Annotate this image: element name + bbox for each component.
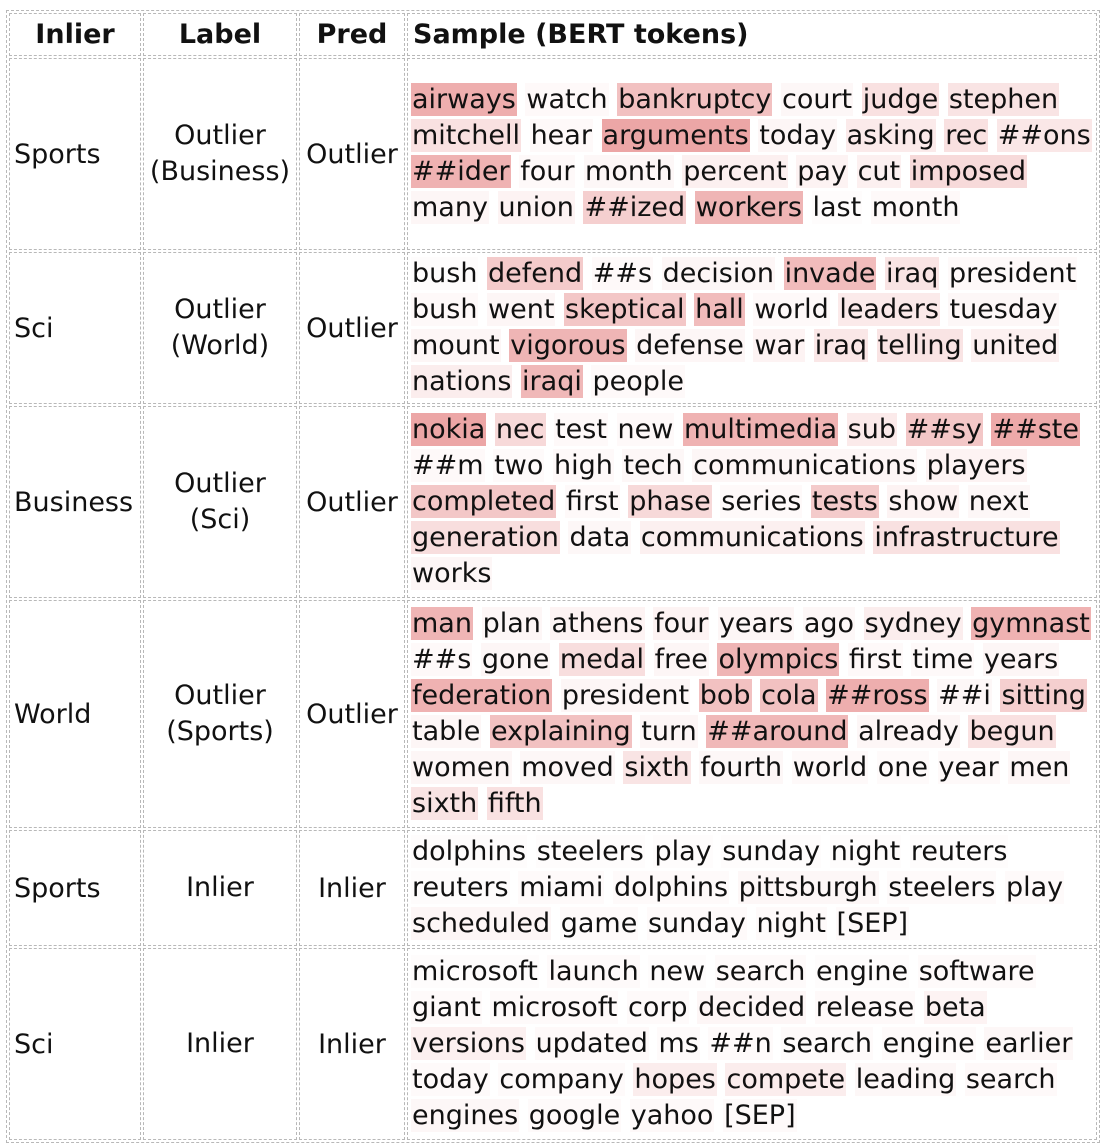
token: ms	[658, 1028, 699, 1059]
token: years	[718, 608, 794, 639]
token: medal	[559, 644, 645, 675]
token: month	[585, 156, 673, 187]
token: bob	[699, 680, 751, 711]
cell-pred: Outlier	[299, 252, 405, 404]
token: today	[412, 1064, 489, 1095]
token: infrastructure	[874, 522, 1059, 553]
token: generation	[412, 522, 559, 553]
token: versions	[412, 1028, 525, 1059]
token: president	[561, 680, 690, 711]
token: four	[520, 156, 575, 187]
token: cola	[761, 680, 817, 711]
token: ##ider	[412, 156, 510, 187]
token: steelers	[536, 836, 644, 867]
token: hall	[695, 294, 744, 325]
token: engine	[816, 956, 909, 987]
label-line-1: Outlier	[174, 680, 266, 711]
token: defense	[636, 330, 744, 361]
table-row	[9, 600, 1097, 828]
token: mount	[412, 330, 500, 361]
token: test	[555, 414, 607, 445]
token: ##ste	[992, 414, 1079, 445]
token: dolphins	[613, 872, 729, 903]
table-row	[9, 406, 1097, 598]
token: [SEP]	[836, 908, 909, 939]
token: women	[412, 752, 511, 783]
token: communications	[640, 522, 864, 553]
header-label: Label	[143, 13, 297, 56]
token: last	[812, 192, 862, 223]
token: pay	[797, 156, 847, 187]
table-row	[9, 252, 1097, 404]
token: men	[1009, 752, 1070, 783]
token: ##around	[707, 716, 848, 747]
token: ##s	[592, 258, 653, 289]
cell-label	[143, 830, 297, 946]
token: ##ons	[997, 120, 1091, 151]
token: defend	[488, 258, 583, 289]
token: nations	[412, 366, 512, 397]
label-line-2: (World)	[170, 330, 270, 361]
token: war	[754, 330, 805, 361]
token: dolphins	[412, 836, 527, 867]
token: judge	[862, 84, 939, 115]
label-line-1: Inlier	[186, 872, 254, 903]
token: man	[412, 608, 472, 639]
token: search	[715, 956, 806, 987]
cell-inlier: World	[9, 600, 141, 828]
cell-label	[143, 252, 297, 404]
token: skeptical	[565, 294, 685, 325]
token: sub	[847, 414, 896, 445]
cell-pred: Outlier	[299, 406, 405, 598]
token: decided	[698, 992, 806, 1023]
token: multimedia	[683, 414, 838, 445]
token: month	[871, 192, 960, 223]
label-line-1: Outlier	[174, 120, 266, 151]
token: release	[815, 992, 915, 1023]
token: people	[592, 366, 684, 397]
token: gone	[481, 644, 550, 675]
token: many	[412, 192, 488, 223]
header-row	[9, 13, 1097, 56]
token: president	[948, 258, 1077, 289]
cell-inlier: Business	[9, 406, 141, 598]
token: ##sy	[906, 414, 982, 445]
token: night	[830, 836, 901, 867]
cell-pred: Outlier	[299, 58, 405, 250]
token: turn	[641, 716, 697, 747]
token: play	[654, 836, 712, 867]
token: [SEP]	[724, 1100, 796, 1131]
token: ##ross	[827, 680, 928, 711]
table-body	[9, 58, 1097, 1140]
cell-sample	[407, 252, 1097, 404]
token: tuesday	[949, 294, 1058, 325]
token: free	[654, 644, 708, 675]
token: launch	[548, 956, 639, 987]
token: yahoo	[630, 1100, 714, 1131]
token: players	[926, 450, 1026, 481]
token: workers	[695, 192, 802, 223]
token: four	[654, 608, 709, 639]
token: court	[781, 84, 853, 115]
token: bankruptcy	[618, 84, 772, 115]
token: engines	[412, 1100, 519, 1131]
token: game	[560, 908, 638, 939]
cell-inlier: Sci	[9, 252, 141, 404]
token: already	[858, 716, 959, 747]
token: company	[499, 1064, 624, 1095]
token: iraqi	[522, 366, 582, 397]
label-line-1: Inlier	[186, 1028, 254, 1059]
token: imposed	[910, 156, 1026, 187]
cell-inlier: Sports	[9, 58, 141, 250]
token: mitchell	[412, 120, 520, 151]
token: two	[494, 450, 544, 481]
token: scheduled	[412, 908, 551, 939]
token: search	[782, 1028, 873, 1059]
token: sunday	[647, 908, 746, 939]
token: vigorous	[510, 330, 626, 361]
token: play	[1006, 872, 1064, 903]
token: software	[918, 956, 1035, 987]
token: microsoft	[491, 992, 618, 1023]
token: nokia	[412, 414, 486, 445]
token: new	[649, 956, 706, 987]
token: communications	[693, 450, 917, 481]
cell-inlier: Sci	[9, 948, 141, 1140]
token: sixth	[412, 788, 478, 819]
results-table	[6, 10, 1100, 1143]
token: federation	[412, 680, 552, 711]
token: hear	[530, 120, 592, 151]
token: table	[412, 716, 481, 747]
token: ##i	[938, 680, 991, 711]
cell-pred: Inlier	[299, 948, 405, 1140]
token: athens	[551, 608, 644, 639]
token: engine	[882, 1028, 975, 1059]
token: show	[888, 486, 959, 517]
token: union	[498, 192, 574, 223]
token: olympics	[718, 644, 839, 675]
token: begun	[969, 716, 1055, 747]
label-line-2: (Business)	[149, 156, 291, 187]
token: ##n	[709, 1028, 772, 1059]
token: ##m	[412, 450, 484, 481]
token: time	[912, 644, 974, 675]
token: asking	[846, 120, 935, 151]
token: cut	[857, 156, 901, 187]
token: phase	[629, 486, 711, 517]
token: bush	[412, 294, 478, 325]
token: rec	[945, 120, 988, 151]
cell-pred: Outlier	[299, 600, 405, 828]
token: updated	[535, 1028, 648, 1059]
token: giant	[412, 992, 481, 1023]
header-pred: Pred	[299, 13, 405, 56]
token: united	[972, 330, 1059, 361]
token: nec	[495, 414, 545, 445]
cell-sample	[407, 600, 1097, 828]
token: next	[968, 486, 1029, 517]
token: beta	[924, 992, 986, 1023]
token: tests	[811, 486, 878, 517]
token: compete	[726, 1064, 846, 1095]
token: tech	[623, 450, 683, 481]
label-line-2: (Sports)	[166, 716, 274, 747]
token: microsoft	[412, 956, 538, 987]
token: new	[617, 414, 674, 445]
cell-label	[143, 406, 297, 598]
label-line-2: (Sci)	[189, 504, 251, 535]
cell-label	[143, 948, 297, 1140]
token: sitting	[1001, 680, 1086, 711]
token: earlier	[985, 1028, 1073, 1059]
token: first	[565, 486, 619, 517]
token: first	[848, 644, 902, 675]
header-inlier: Inlier	[9, 13, 141, 56]
cell-pred: Inlier	[299, 830, 405, 946]
token: telling	[877, 330, 962, 361]
table-row	[9, 830, 1097, 946]
token: decision	[662, 258, 774, 289]
cell-inlier: Sports	[9, 830, 141, 946]
token: years	[983, 644, 1059, 675]
token: today	[759, 120, 837, 151]
token: reuters	[910, 836, 1008, 867]
token: world	[754, 294, 829, 325]
token: year	[938, 752, 999, 783]
token: hopes	[634, 1064, 716, 1095]
cell-label	[143, 58, 297, 250]
token: series	[721, 486, 802, 517]
token: leading	[855, 1064, 956, 1095]
token: corp	[627, 992, 688, 1023]
token: miami	[519, 872, 604, 903]
token: explaining	[490, 716, 631, 747]
token: percent	[683, 156, 787, 187]
cell-sample	[407, 406, 1097, 598]
token: sixth	[624, 752, 690, 783]
token: plan	[482, 608, 541, 639]
token: completed	[412, 486, 556, 517]
cell-sample	[407, 948, 1097, 1140]
token: sunday	[722, 836, 821, 867]
token: arguments	[602, 120, 749, 151]
token: night	[756, 908, 826, 939]
token: went	[488, 294, 555, 325]
token: bush	[412, 258, 478, 289]
token: leaders	[839, 294, 939, 325]
token: ##ized	[584, 192, 686, 223]
token: invade	[784, 258, 876, 289]
token: works	[412, 558, 492, 589]
label-line-1: Outlier	[174, 294, 266, 325]
token: gymnast	[972, 608, 1090, 639]
token: watch	[526, 84, 608, 115]
label-line-1: Outlier	[174, 468, 266, 499]
token: fifth	[487, 788, 542, 819]
token: ago	[803, 608, 855, 639]
cell-sample	[407, 830, 1097, 946]
token: ##s	[412, 644, 472, 675]
token: airways	[412, 84, 516, 115]
token: moved	[521, 752, 614, 783]
token: steelers	[888, 872, 996, 903]
token: google	[528, 1100, 621, 1131]
token: one	[877, 752, 928, 783]
token: world	[792, 752, 868, 783]
cell-sample	[407, 58, 1097, 250]
header-sample: Sample (BERT tokens)	[407, 13, 1097, 56]
token: high	[553, 450, 613, 481]
token: pittsburgh	[738, 872, 878, 903]
cell-label	[143, 600, 297, 828]
token: iraq	[886, 258, 939, 289]
token: search	[965, 1064, 1056, 1095]
table-row	[9, 948, 1097, 1140]
token: iraq	[814, 330, 868, 361]
token: stephen	[948, 84, 1059, 115]
token: sydney	[864, 608, 962, 639]
token: reuters	[412, 872, 509, 903]
table-row	[9, 58, 1097, 250]
token: data	[569, 522, 631, 553]
token: fourth	[700, 752, 783, 783]
